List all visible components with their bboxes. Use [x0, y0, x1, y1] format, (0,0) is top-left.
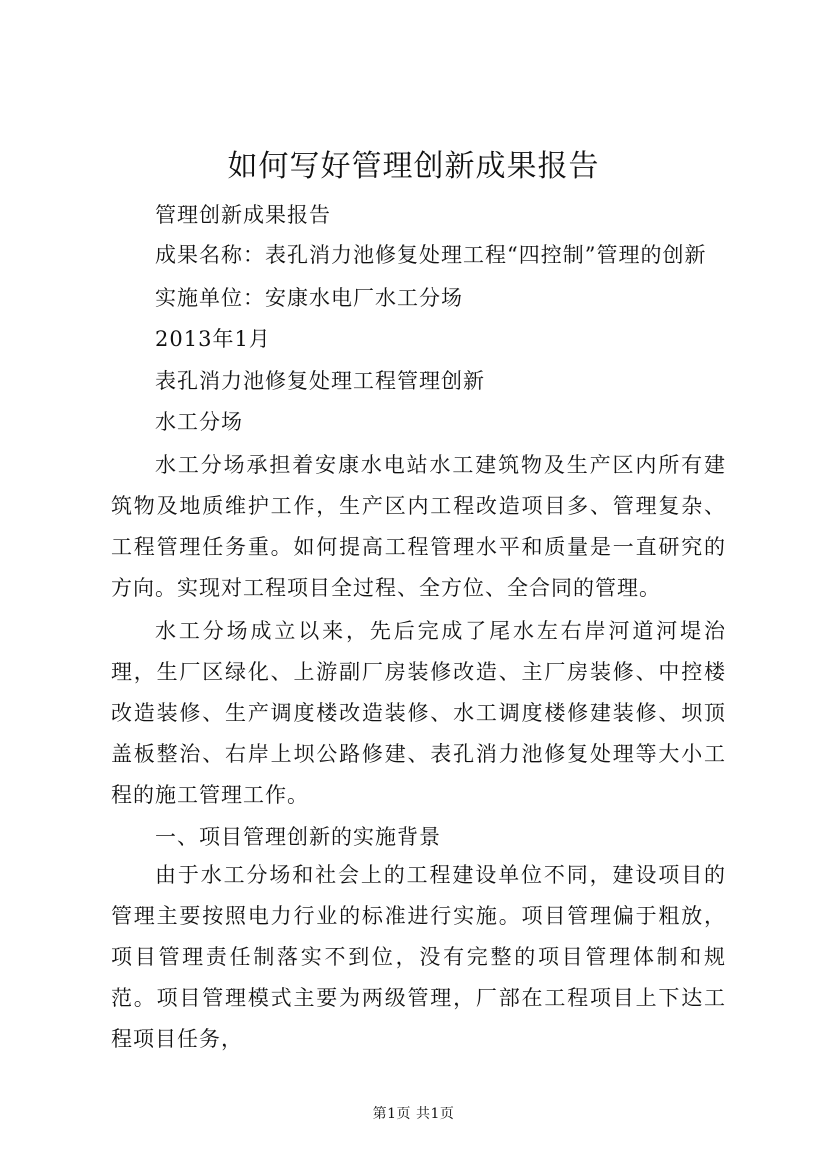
document-title: 如何写好管理创新成果报告: [227, 149, 600, 184]
achievement-name-line: 成果名称：表孔消力池修复处理工程“四控制”管理的创新: [155, 243, 707, 267]
body-paragraph: 水工分场承担着安康水电站水工建筑物及生产区内所有建筑物及地质维护工作，生产区内工程改造项目多、管理复杂、工程管理任务重。如何提高工程管理水平和质量是一直研究的方向。实现对工程项目全过程、全方位、全合同的管理。: [111, 453, 726, 600]
section-paragraph: 由于水工分场和社会上的工程建设单位不同，建设项目的管理主要按照电力行业的标准进行实施。项目管理偏于粗放，项目管理责任制落实不到位，没有完整的项目管理体制和规范。项目管理模式主要为两级管理，厂部在工程项目上下达工程项目任务，: [111, 863, 726, 1051]
implementing-unit-line: 实施单位：安康水电厂水工分场: [155, 286, 463, 310]
report-type-line: 管理创新成果报告: [155, 203, 331, 227]
project-name-line: 表孔消力池修复处理工程管理创新: [155, 369, 485, 393]
body-paragraph: 水工分场成立以来，先后完成了尾水左右岸河道河堤治理，生厂区绿化、上游副厂房装修改造、主厂房装修、中控楼改造装修、生产调度楼改造装修、水工调度楼修建装修、坝顶盖板整治、右岸上坝公路修建、表孔消力池修复处理等大小工程的施工管理工作。: [111, 619, 726, 807]
date-line: 2013年1月: [155, 327, 271, 351]
department-line: 水工分场: [155, 410, 243, 434]
section-heading: 一、项目管理创新的实施背景: [155, 825, 441, 849]
page-number-footer: 第1页 共1页: [372, 1106, 455, 1122]
